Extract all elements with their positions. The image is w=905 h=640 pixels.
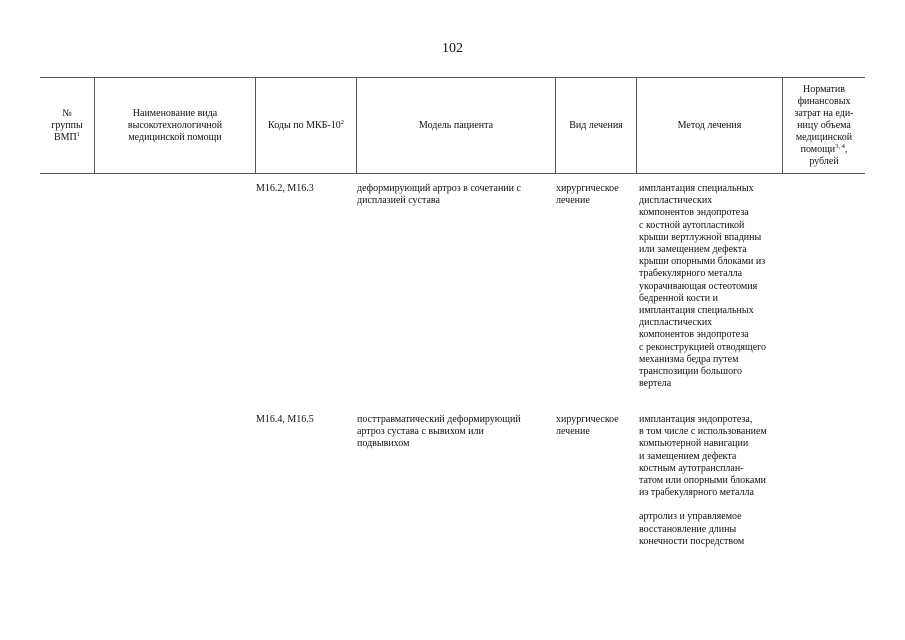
method-text-line: диспластических xyxy=(639,195,713,207)
header-cost-norm-line: затрат на еди- xyxy=(794,107,854,119)
header-cost-norm-line: рублей xyxy=(809,155,839,167)
header-icd-label: Коды по МКБ-10 xyxy=(268,119,341,131)
cell-patient-model: посттравматический деформирующий артроз сустава с вывихом или подвывихом xyxy=(357,414,521,450)
method-text-line: конечности посредством xyxy=(639,535,745,547)
table-header xyxy=(40,77,865,174)
cell-patient-model: деформирующий артроз в сочетании с дисплазией сустава xyxy=(357,183,521,207)
method-text-line: механизма бедра путем xyxy=(639,353,739,365)
method-text-line: артролиз и управляемое xyxy=(639,511,742,523)
method-text-line: и замещением дефекта xyxy=(639,450,737,462)
footnote-ref: 1 xyxy=(76,130,81,138)
header-group-number-line: группы xyxy=(51,119,83,131)
method-text-line: трабекулярного металла xyxy=(639,268,743,280)
cell-icd-codes: M16.4, M16.5 xyxy=(256,414,314,425)
header-cost-norm-comma: , xyxy=(844,143,848,155)
cell-treatment-type: хирургическое лечение xyxy=(556,183,619,207)
header-treatment-type: Вид лечения xyxy=(569,119,623,131)
cell-icd-codes: M16.2, M16.3 xyxy=(256,183,314,194)
header-care-name: Наименование вида высокотехнологичной медицинской помощи xyxy=(127,107,223,143)
header-cost-norm-line: финансовых xyxy=(797,95,851,107)
method-text-line: крыши опорными блоками из xyxy=(639,256,766,268)
footnote-ref: 3, 4 xyxy=(835,142,845,150)
method-text-line: транспозиции большого xyxy=(639,366,742,378)
header-cost-norm-line: Норматив xyxy=(803,83,845,95)
method-text-line: крыши вертлужной впадины xyxy=(639,231,762,243)
method-text-line: татом или опорными блоками xyxy=(639,475,766,487)
header-group-number-line: ВМП xyxy=(53,131,77,143)
method-text-line: укорачивающая остеотомия xyxy=(639,280,758,292)
header-group-number-line: № xyxy=(62,107,72,119)
cell-treatment-type: хирургическое лечение xyxy=(556,414,619,438)
method-text-line: имплантация специальных xyxy=(639,183,754,194)
method-text-line: компонентов эндопротеза xyxy=(639,329,749,341)
method-text-line: в том числе с использованием xyxy=(639,426,767,438)
method-text-line: бедренной кости и xyxy=(639,292,718,304)
method-text-line: вертела xyxy=(639,378,672,390)
method-text-line: компьютерной навигации xyxy=(639,438,749,450)
header-cost-norm-line: ницу объема xyxy=(797,119,851,131)
page-number: 102 xyxy=(442,41,463,56)
header-cost-norm-line: медицинской xyxy=(795,131,853,143)
method-text-line: имплантация эндопротеза, xyxy=(639,414,753,425)
header-patient-model: Модель пациента xyxy=(418,119,494,131)
header-icd-codes xyxy=(256,78,356,173)
method-text-line: диспластических xyxy=(639,317,713,329)
header-group-number xyxy=(40,78,94,173)
method-text-line: из трабекулярного металла xyxy=(639,487,754,499)
cell-treatment-method xyxy=(639,414,784,548)
method-text-line: имплантация специальных xyxy=(639,305,754,317)
method-text-line: компонентов эндопротеза xyxy=(639,207,749,219)
method-text-line: с костной аутопластикой xyxy=(639,219,745,231)
method-text-line: костным аутотрансплан- xyxy=(639,462,744,474)
footnote-ref: 2 xyxy=(340,118,344,126)
method-text-line: восстановление длины xyxy=(639,523,737,535)
treatment-table xyxy=(40,77,865,547)
header-treatment-method: Метод лечения xyxy=(677,119,742,131)
header-cost-norm xyxy=(783,78,865,173)
cell-treatment-method xyxy=(639,183,784,390)
method-text-line: или замещением дефекта xyxy=(639,244,747,256)
header-cost-norm-line: помощи xyxy=(800,143,836,155)
method-text-line: с реконструкцией отводящего xyxy=(639,341,767,353)
